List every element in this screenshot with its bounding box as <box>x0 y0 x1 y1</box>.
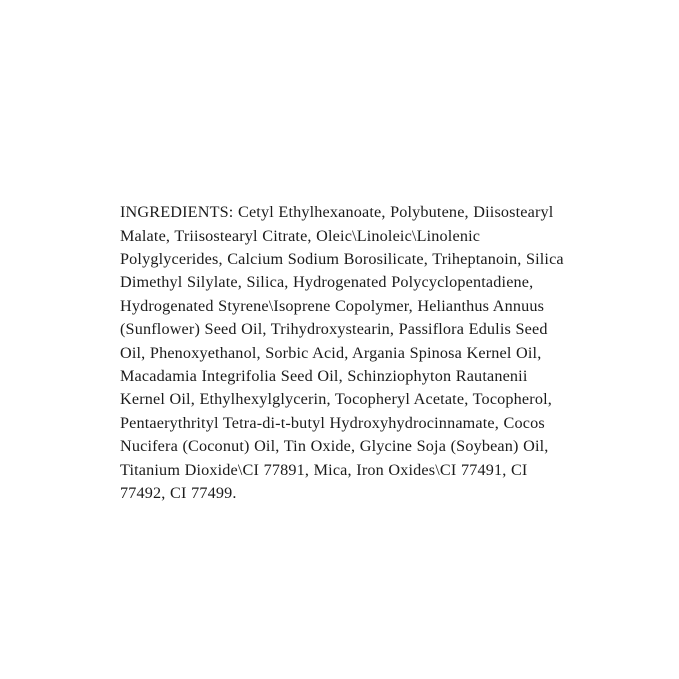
ingredients-paragraph: INGREDIENTS: Cetyl Ethylhexanoate, Polybutene, Diisostearyl Malate, Triisostearyl Citrate, Oleic\Linoleic\Linolenic Polyglycerides, Calcium Sodium Borosilicate, Triheptanoin, Silica Dimethyl Silylate, Silica, Hydrogenated Polycyclopentadiene, Hydrogenated Styrene\Isoprene Copolymer, Helianthus Annuus (Sunflower) Seed Oil, Trihydroxystearin, Passiflora Edulis Seed Oil, Phenoxyethanol, Sorbic Acid, Argania Spinosa Kernel Oil, Macadamia Integrifolia Seed Oil, Schinziophyton Rautanenii Kernel Oil, Ethylhexylglycerin, Tocopheryl Acetate, Tocopherol, Pentaerythrityl Tetra-di-t-butyl Hydroxyhydrocinnamate, Cocos Nucifera (Coconut) Oil, Tin Oxide, Glycine Soja (Soybean) Oil, Titanium Dioxide\CI 77891, Mica, Iron Oxides\CI 77491, CI 77492, CI 77499. <box>120 203 564 503</box>
